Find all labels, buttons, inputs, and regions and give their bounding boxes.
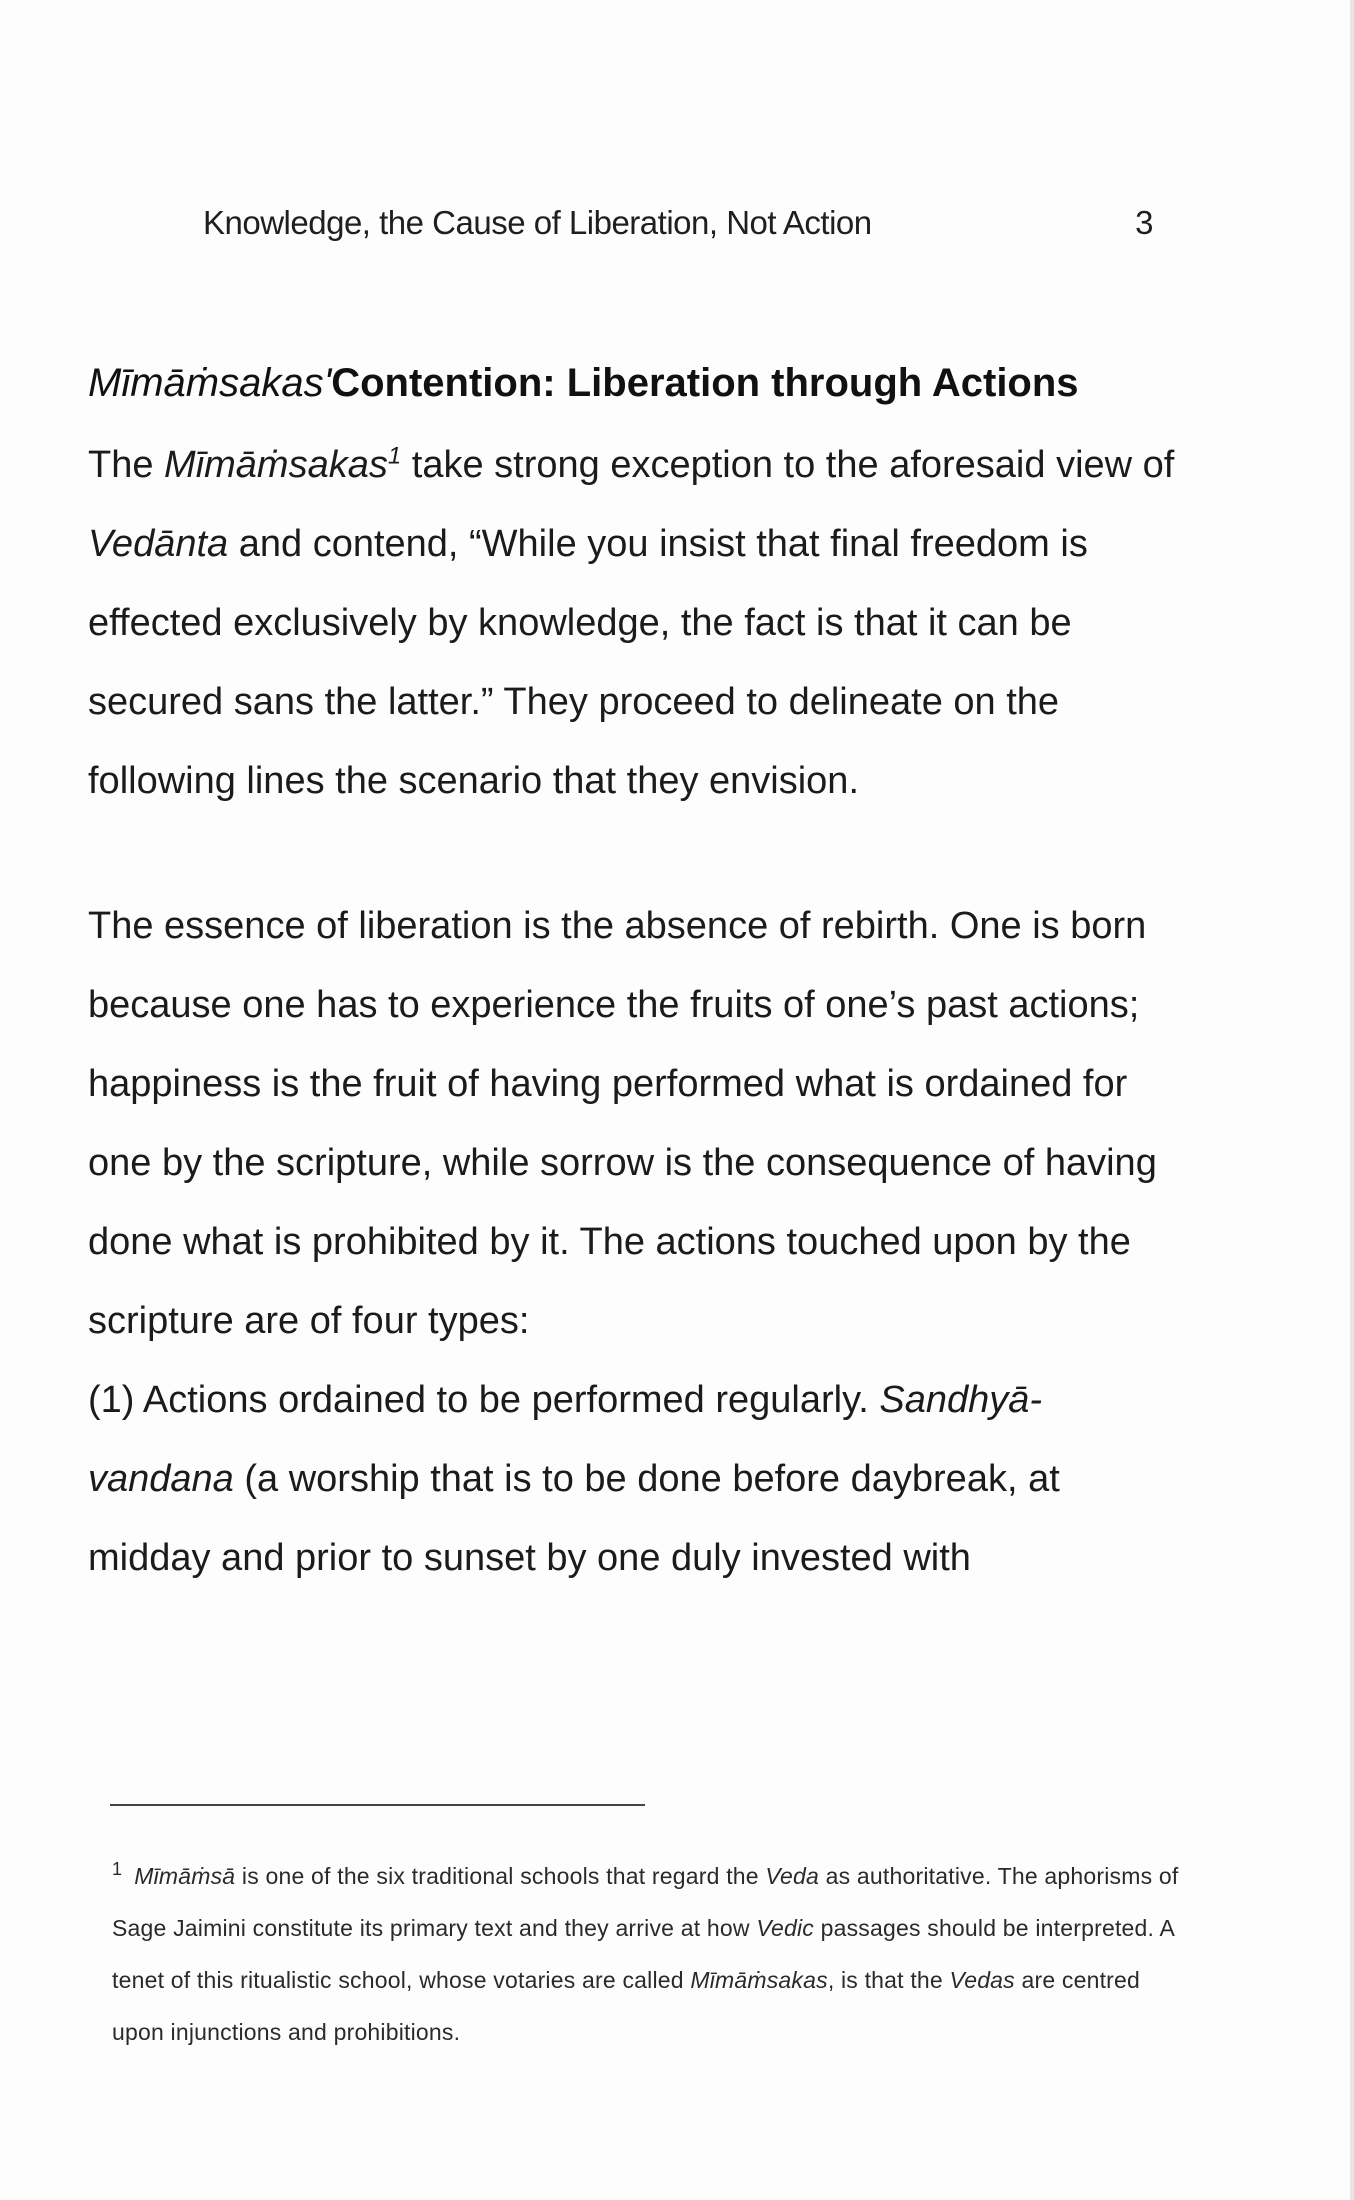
page-number: 3 (1135, 204, 1153, 241)
section-heading (88, 350, 1178, 416)
footnote-term-mimamsa: Mīmāṁsā (134, 1863, 236, 1889)
running-head (203, 204, 1153, 242)
footnote-term-veda: Veda (765, 1863, 820, 1889)
footnote-marker: 1 (112, 1859, 123, 1880)
paragraph-2: The essence of liberation is the absence of rebirth. One is born because one has to experience the fruits of one’s past actions; happiness is the fruit of having performed what is ordained for one by the scripture, while sorrow is the consequence of having done what is prohibited by it. The actions touched upon by the scripture are of four types: (88, 905, 1157, 1342)
footnote (112, 1850, 1182, 2058)
footnote-text-e: are centred upon injunctions and prohibitions. (112, 1967, 1141, 2045)
paragraph-3 (88, 1361, 1178, 1598)
section-heading-italic: Mīmāṁsakas' (88, 361, 332, 405)
footnote-term-vedic: Vedic (756, 1915, 814, 1941)
footnote-term-mimamsakas: Mīmāṁsakas (690, 1967, 828, 1993)
footnote-text-a: is one of the six traditional schools that regard the (235, 1863, 766, 1889)
running-head-title: Knowledge, the Cause of Liberation, Not Action (203, 204, 872, 241)
footnote-divider (110, 1804, 645, 1806)
main-content (88, 350, 1178, 1598)
paragraph-1-term-mimamsakas: Mīmāṁsakas (164, 444, 388, 486)
paragraph-1 (88, 426, 1178, 821)
page-edge (1350, 0, 1354, 2200)
paragraph-3-term-sandhyavandana: Sandhyā-vandana (88, 1379, 1043, 1500)
paragraph-1-text-a: The (88, 444, 165, 486)
paragraph-1-term-vedanta: Vedānta (88, 523, 229, 565)
footnote-text-c: passages should be interpreted. A tenet of this ritualistic school, whose votaries are called (112, 1915, 1174, 1993)
footnote-reference: 1 (387, 442, 402, 470)
paragraph-3-text-a: (1) Actions ordained to be performed regularly. (88, 1379, 880, 1421)
footnote-text-d: , is that the (827, 1967, 950, 1993)
footnote-text-b: as authoritative. The aphorisms of Sage Jaimini constitute its primary text and they arrive at how (112, 1863, 1179, 1941)
paragraph-1-text-c: and contend, “While you insist that final freedom is effected exclusively by knowledge, the fact is that it can be secured sans the latter.” They proceed to delineate on the following lines the scenario that they envision. (88, 523, 1088, 802)
paragraph-3-text-b: (a worship that is to be done before daybreak, at midday and prior to sunset by one duly invested with (88, 1458, 1060, 1579)
section-heading-bold: Contention: Liberation through Actions (331, 361, 1079, 405)
footnote-term-vedas: Vedas (949, 1967, 1015, 1993)
paragraph-1-text-b: take strong exception to the aforesaid view of (401, 444, 1175, 486)
